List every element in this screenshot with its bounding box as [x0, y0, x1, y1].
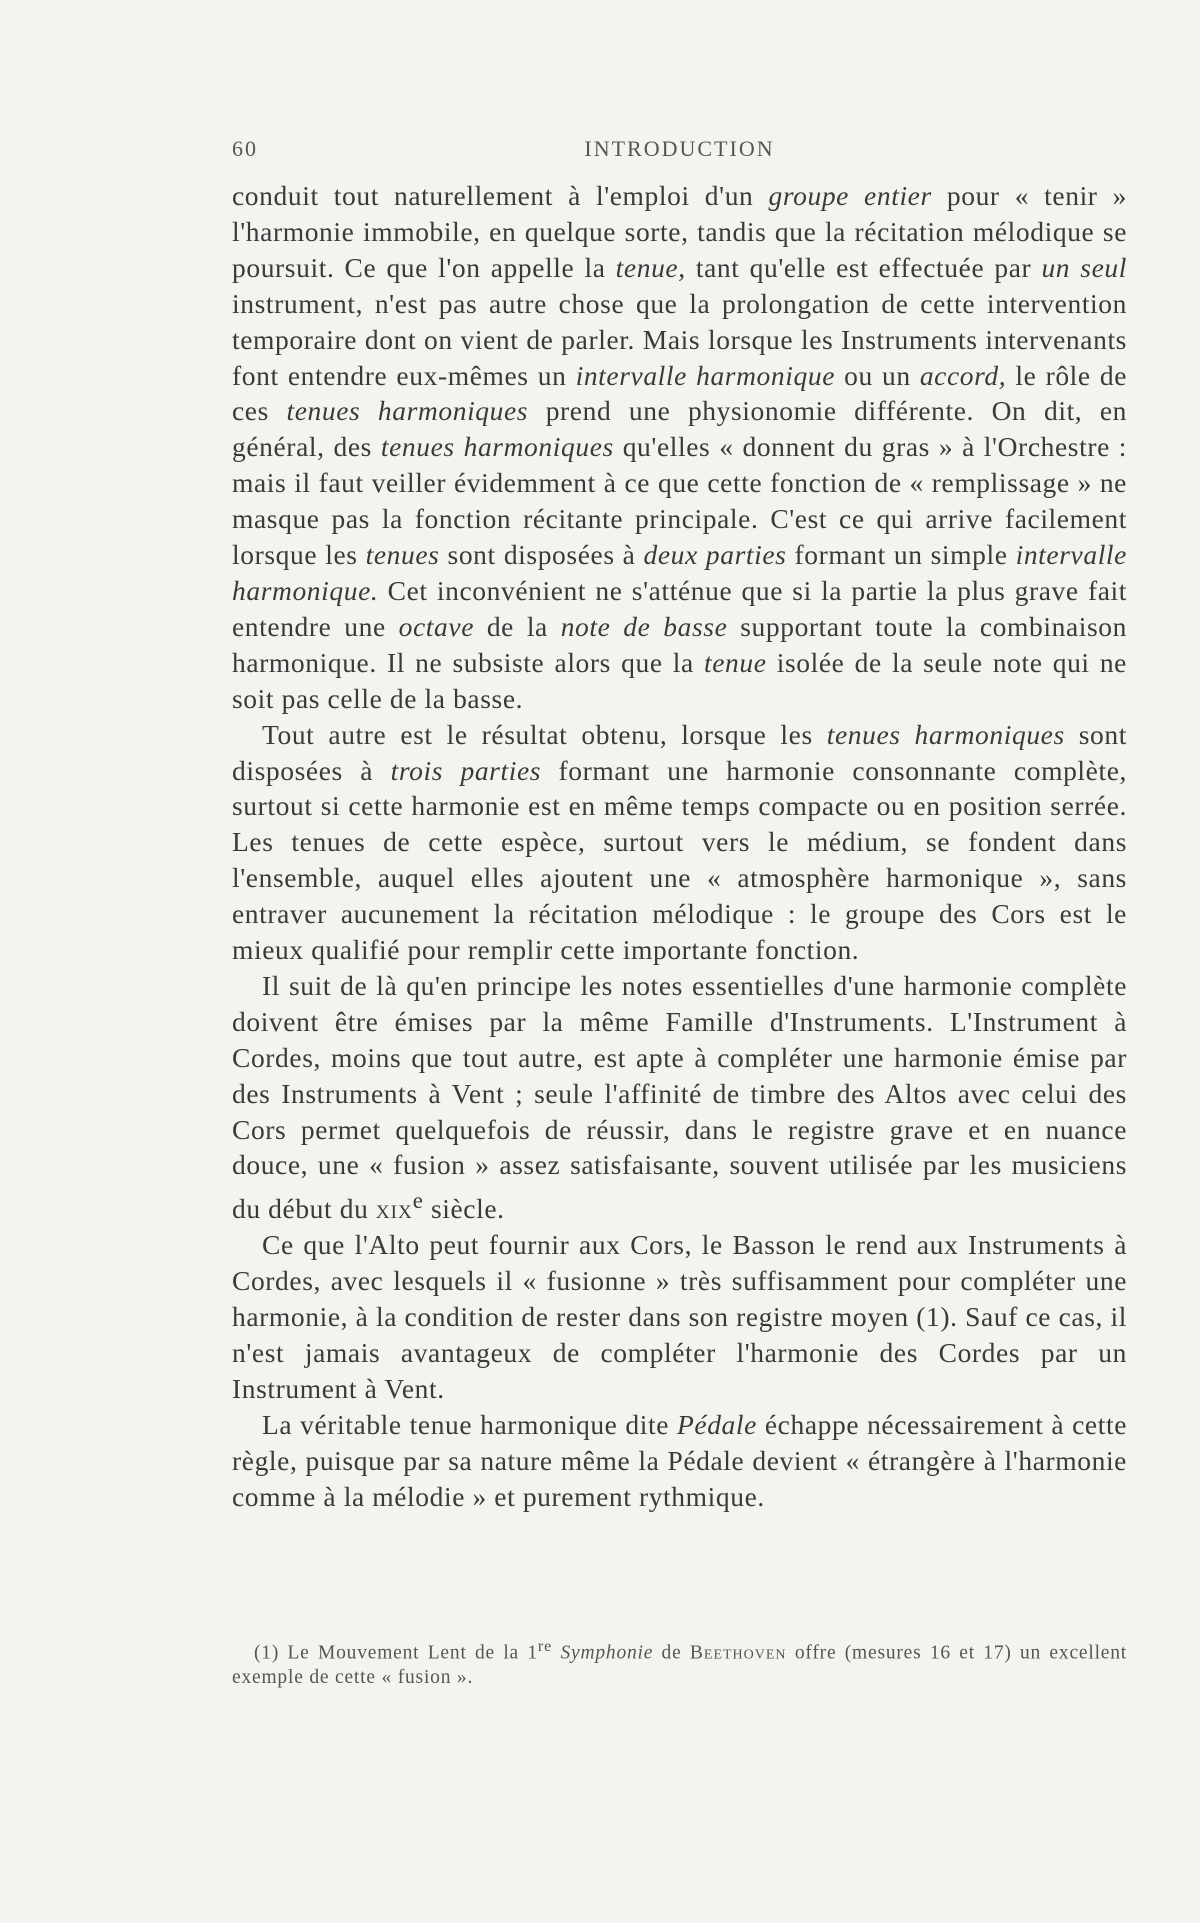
text-run: de: [653, 1642, 690, 1664]
italic-run: Pédale: [676, 1408, 757, 1440]
text-run: sont disposées à: [232, 718, 1127, 786]
text-run: La véritable tenue harmonique dite: [262, 1408, 677, 1440]
text-run: isolée de la seule note qui ne soit pas celle de la basse.: [232, 646, 1127, 714]
text-run: le rôle de ces: [232, 359, 1128, 427]
small-caps-run: xix: [375, 1193, 413, 1225]
text-run: Ce que l'Alto peut fournir aux Cors, le Basson le rend aux Instruments à Cordes, avec lesquels il « fusionne » très suffisamment pour compléter une harmonie, à la condition de rester dans son registre moyen (1). Sauf ce cas, il n'est jamais avantageux de compléter l'harmonie des Cordes par un Instrument à Vent.: [232, 1229, 1127, 1405]
footnote: [232, 1634, 1127, 1690]
italic-run: tenues: [365, 539, 440, 571]
paragraph: [232, 968, 1127, 1228]
text-run: sont disposées à: [439, 539, 644, 571]
italic-run: Symphonie: [560, 1642, 654, 1664]
italic-run: tenues harmoniques: [826, 718, 1065, 750]
text-run: de la: [474, 610, 561, 642]
italic-run: tenues harmoniques: [380, 431, 614, 463]
italic-run: groupe entier: [768, 180, 932, 211]
text-run: (1) Le Mouvement Lent de la 1: [254, 1642, 538, 1664]
superscript: re: [537, 1637, 553, 1655]
text-run: qu'elles « donnent du gras » à l'Orchestre : mais il faut veiller évidemment à ce que cette fonction de « remplissage » ne masque pas la fonction récitante principale. C'est ce qui arrive facilement lorsque les: [232, 431, 1128, 571]
paragraph: [232, 178, 1127, 717]
text-run: échappe nécessairement à cette règle, puisque par sa nature même la Pédale devient « étrangère à l'harmonie comme à la mélodie » et purement rythmique.: [232, 1408, 1127, 1512]
italic-run: tenue,: [615, 251, 686, 283]
italic-run: un seul: [1041, 251, 1127, 283]
text-run: Il suit de là qu'en principe les notes essentielles d'une harmonie complète doivent être émises par la même Famille d'Instruments. L'Instrument à Cordes, moins que tout autre, est apte à compléter une harmonie émise par des Instruments à Vent ; seule l'affinité de timbre des Altos avec celui des Cors permet quelquefois de réussir, dans le registre grave et en nuance douce, une « fusion » assez satisfaisante, souvent utilisée par les musiciens du début du: [232, 969, 1127, 1225]
italic-run: trois parties: [390, 754, 542, 786]
italic-run: note de basse: [560, 610, 728, 642]
italic-run: intervalle harmonique.: [232, 539, 1127, 606]
text-run: pour « tenir » l'harmonie immobile, en quelque sorte, tandis que la récitation mélodique se poursuit. Ce que l'on appelle la: [232, 180, 1127, 283]
text-run: siècle.: [423, 1193, 505, 1225]
page-number: 60: [232, 136, 258, 161]
italic-run: intervalle harmonique: [575, 359, 836, 391]
text-run: Tout autre est le résultat obtenu, lorsque les: [262, 718, 827, 750]
text-run: conduit tout naturellement à l'emploi d'un: [232, 180, 769, 211]
paragraph: [232, 1227, 1127, 1407]
page-header: [232, 136, 1127, 166]
text-run: formant un simple: [786, 539, 1016, 571]
text-run: formant une harmonie consonnante complète, surtout si cette harmonie est en même temps compacte ou en position serrée. Les tenues de cette espèce, surtout vers le médium, se fondent dans l'ensemble, auquel elles ajoutent une « atmosphère harmonique », sans entraver aucunement la récitation mélodique : le groupe des Cors est le mieux qualifié pour remplir cette importante fonction.: [232, 754, 1127, 966]
text-run: instrument, n'est pas autre chose que la prolongation de cette intervention temporaire dont on vient de parler. Mais lorsque les Instruments intervenants font entendre eux-mêmes un: [232, 287, 1127, 391]
italic-run: accord,: [919, 359, 1007, 391]
text-run: prend une physionomie différente. On dit, en général, des: [232, 395, 1128, 463]
italic-run: tenue: [704, 646, 767, 678]
italic-run: tenues harmoniques: [286, 395, 529, 427]
text-run: offre (mesures 16 et 17) un excellent exemple de cette « fusion ».: [232, 1642, 1128, 1688]
text-run: ou un: [835, 359, 920, 391]
body-text: [232, 178, 1127, 1515]
italic-run: deux parties: [643, 539, 787, 571]
small-caps-run: Beethoven: [689, 1642, 787, 1664]
paragraph: [232, 1407, 1127, 1515]
text-run: supportant toute la combinaison harmonique. Il ne subsiste alors que la: [232, 610, 1127, 678]
running-title: INTRODUCTION: [584, 136, 775, 161]
text-run: tant qu'elle est effectuée par: [685, 251, 1042, 283]
paragraph: [232, 717, 1127, 968]
footnote-text: [232, 1634, 1127, 1690]
text-run: Cet inconvénient ne s'atténue que si la partie la plus grave fait entendre une: [232, 574, 1127, 642]
italic-run: octave: [398, 610, 474, 642]
superscript: e: [412, 1188, 424, 1214]
